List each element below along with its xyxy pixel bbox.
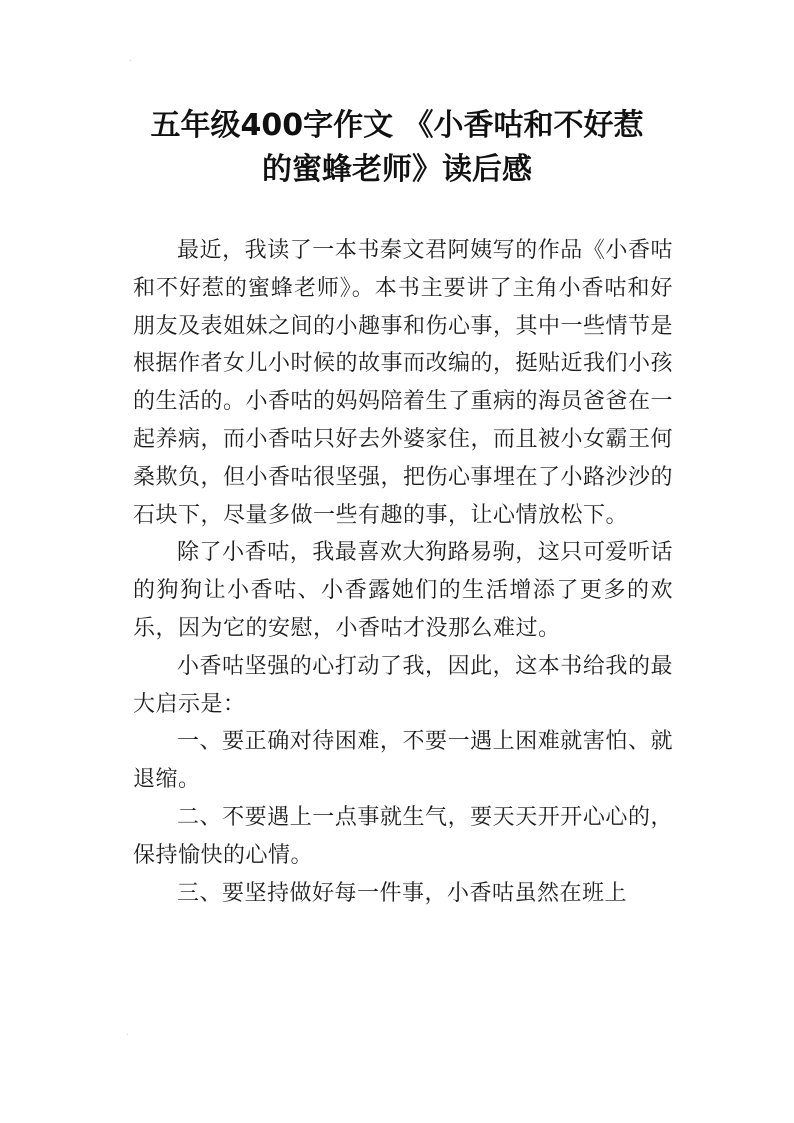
paragraph: 除了小香咕，我最喜欢大狗路易驹，这只可爱听话的狗狗让小香咕、小香露她们的生活增添了更多的欢乐，因为它的安慰，小香咕才没那么难过。	[133, 540, 673, 641]
title-line-1: 五年级400字作文 《小香咕和不好惹	[150, 108, 644, 143]
title-line-2: 的蜜蜂老师》读后感	[262, 152, 532, 187]
paragraph: 一、要正确对待困难，不要一遇上困难就害怕、就退缩。	[133, 729, 673, 793]
paragraph: 最近，我读了一本书秦文君阿姨写的作品《小香咕和不好惹的蜜蜂老师》。本书主要讲了主角小香咕和好朋友及表姐妹之间的小趣事和伤心事，其中一些情节是根据作者女儿小时候的故事而改编的，挺贴近我们小孩的生活的。小香咕的妈妈陪着生了重病的海员爸爸在一起养病，而小香咕只好去外婆家住，而且被小女霸王何桑欺负，但小香咕很坚强，把伤心事埋在了小路沙沙的石块下，尽量多做一些有趣的事，让心情放松下。	[133, 238, 674, 528]
corner-mark-top: ·	[129, 56, 133, 67]
document-title	[112, 104, 682, 192]
paragraph: 三、要坚持做好每一件事，小香咕虽然在班上	[177, 880, 628, 906]
corner-mark-bottom: ·	[126, 1030, 130, 1041]
paragraph: 小香咕坚强的心打动了我，因此，这本书给我的最大启示是：	[133, 653, 673, 717]
document-body	[133, 232, 673, 912]
paragraph: 二、不要遇上一点事就生气，要天天开开心心的，保持愉快的心情。	[133, 804, 673, 868]
